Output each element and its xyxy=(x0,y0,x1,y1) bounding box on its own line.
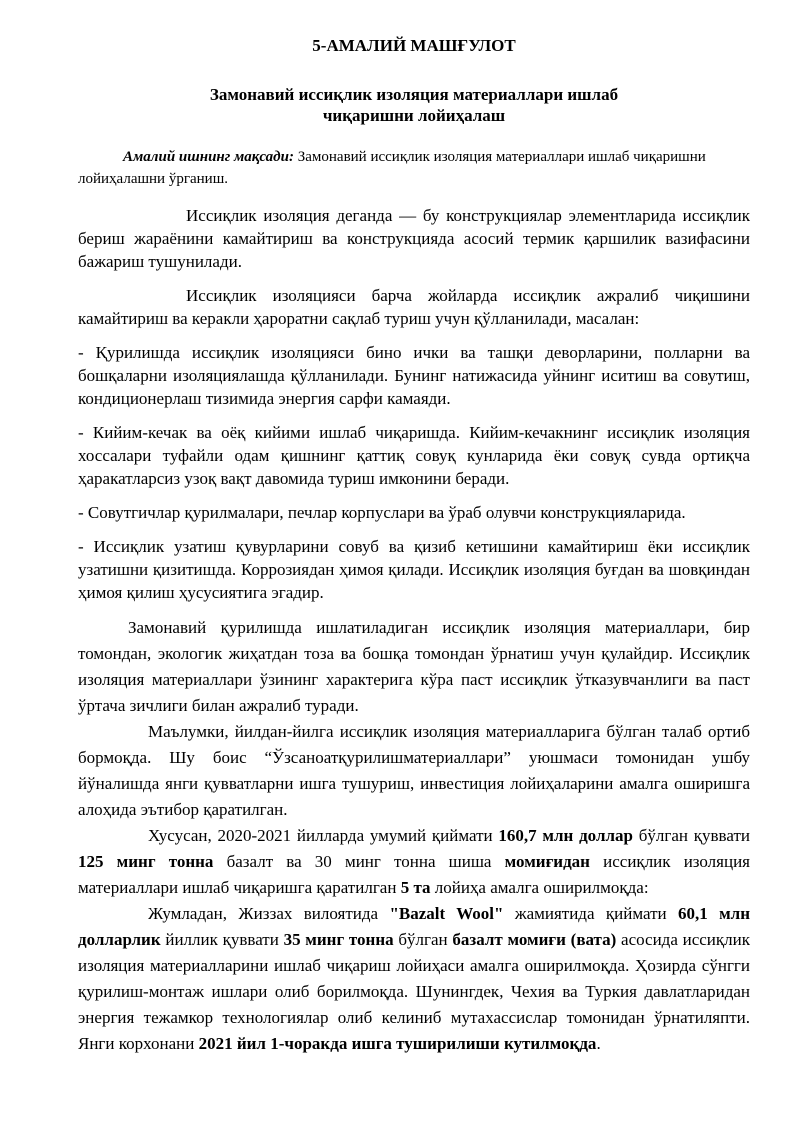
paragraph-projects xyxy=(78,823,750,901)
list-item-pipes: - Иссиқлик узатиш қувурларини совуб ва қизиб кетишини камайтириш ёки иссиқлик узатишни қизитишда. Коррозиядан ҳимоя қилади. Иссиқлик изоляция буғдан ва шовқиндан ҳимоя қилиш ҳусусиятига эгадир. xyxy=(78,537,750,602)
projects-value-capacity: 125 минг тонна xyxy=(78,852,214,871)
paragraph-definition: Иссиқлик изоляция деганда — бу конструкциялар элементларида иссиқлик бериш жараёнини камайтириш ва конструкцияда асосий термик қаршилик вазифасини бажариш тушунилади. xyxy=(78,206,750,271)
page-subtitle xyxy=(78,84,750,126)
list-item-construction: - Қурилишда иссиқлик изоляцияси бино ички ва ташқи деворларини, полларни ва бошқаларни изоляциялашда қўлланилади. Бунинг натижасида уйнинг иситиш ва совутиш, кондиционерлаш тизимида энергия сарфи камаяди. xyxy=(78,343,750,408)
page-title: 5-АМАЛИЙ МАШҒУЛОТ xyxy=(312,36,516,55)
projects-text-2: бўлган қуввати xyxy=(632,826,750,845)
subtitle-line-2: чиқаришни лойиҳалаш xyxy=(322,106,506,125)
aim-label: Амалий ишнинг мақсади: xyxy=(123,149,294,165)
paragraph-bazalt-wool xyxy=(78,901,750,1057)
bazalt-text-3: йиллик қуввати xyxy=(160,930,284,949)
projects-text-1: Хусусан, 2020-2021 йилларда умумий қиймати xyxy=(148,826,499,845)
projects-value-cost: 160,7 млн доллар xyxy=(498,826,633,845)
bazalt-value-product: базалт момиғи (вата) xyxy=(452,930,617,949)
paragraph-modern-materials: Замонавий қурилишда ишлатиладиган иссиқлик изоляция материаллари, бир томондан, экологик жиҳатдан тоза ва бошқа томондан ўрнатиш учун қулайдир. Иссиқлик изоляция материаллари ўзининг характерига кўра паст иссиқлик ўтказувчанлиги ва паст ўртача зичлиги билан ажралиб туради. xyxy=(78,618,750,715)
bazalt-value-cost: 60,1 млн долларлик xyxy=(78,904,750,949)
projects-text-5: лойиҳа амалга оширилмоқда: xyxy=(430,878,649,897)
bazalt-text-2: жамиятида қиймати xyxy=(503,904,678,923)
subtitle-line-1: Замонавий иссиқлик изоляция материаллари ишлаб xyxy=(209,85,619,104)
list-item-clothing: - Кийим-кечак ва оёқ кийими ишлаб чиқаришда. Кийим-кечакнинг иссиқлик изоляция хоссалари туфайли одам қишнинг қаттиқ совуқ кунларида ёки совуқ сувда ортиқча ҳаракатларсиз узоқ вақт давомида туриш имконини беради. xyxy=(78,423,750,488)
projects-text-3: базалт ва 30 минг тонна шиша xyxy=(213,852,505,871)
paragraph-usage-intro: Иссиқлик изоляцияси барча жойларда иссиқлик ажралиб чиқишини камайтириш ва керакли ҳароратни сақлаб туриш учун қўлланилади, масалан: xyxy=(78,286,750,328)
bazalt-text-1: Жумладан, Жиззах вилоятида xyxy=(148,904,390,923)
bazalt-text-6: . xyxy=(596,1034,601,1053)
bazalt-value-launch: 2021 йил 1-чоракда ишга туширилиши кутилмоқда xyxy=(198,1034,597,1053)
bazalt-text-5: асосида иссиқлик изоляция материалларини ишлаб чиқариш лойиҳаси амалга оширилмоқда. Ҳозирда сўнгги қурилиш-монтаж ишлари олиб борилмоқда. Шунингдек, Чехия ва Туркия давлатларидан энергия тежамкор технологиялар олиб келиниб мутахассислар томонидан ўрнатиляпти. Янги корхонани xyxy=(78,930,750,1053)
projects-value-wool: момиғидан xyxy=(504,852,590,871)
list-item-refrigerators: - Совутгичлар қурилмалари, печлар корпуслари ва ўраб олувчи конструкцияларида. xyxy=(78,503,686,522)
bazalt-text-4: бўлган xyxy=(393,930,453,949)
projects-text-4: иссиқлик изоляция материаллари ишлаб чиқаришга қаратилган xyxy=(78,852,751,897)
bazalt-company-name: "Bazalt Wool" xyxy=(389,904,504,923)
bazalt-value-capacity: 35 минг тонна xyxy=(283,930,394,949)
paragraph-demand: Маълумки, йилдан-йилга иссиқлик изоляция материалларига бўлган талаб ортиб бормоқда. Шу боис “Ўзсаноатқурилишматериаллари” уюшмаси томонидан ушбу йўналишда янги қувватларни ишга тушуриш, инвестиция лойиҳаларини амалга оширишга алоҳида эътибор қаратилган. xyxy=(78,722,750,819)
aim-text: Замонавий иссиқлик изоляция материаллари ишлаб чиқаришни лойиҳалашни ўрганиш. xyxy=(78,149,706,187)
projects-value-count: 5 та xyxy=(400,878,431,897)
aim-paragraph xyxy=(78,146,750,190)
